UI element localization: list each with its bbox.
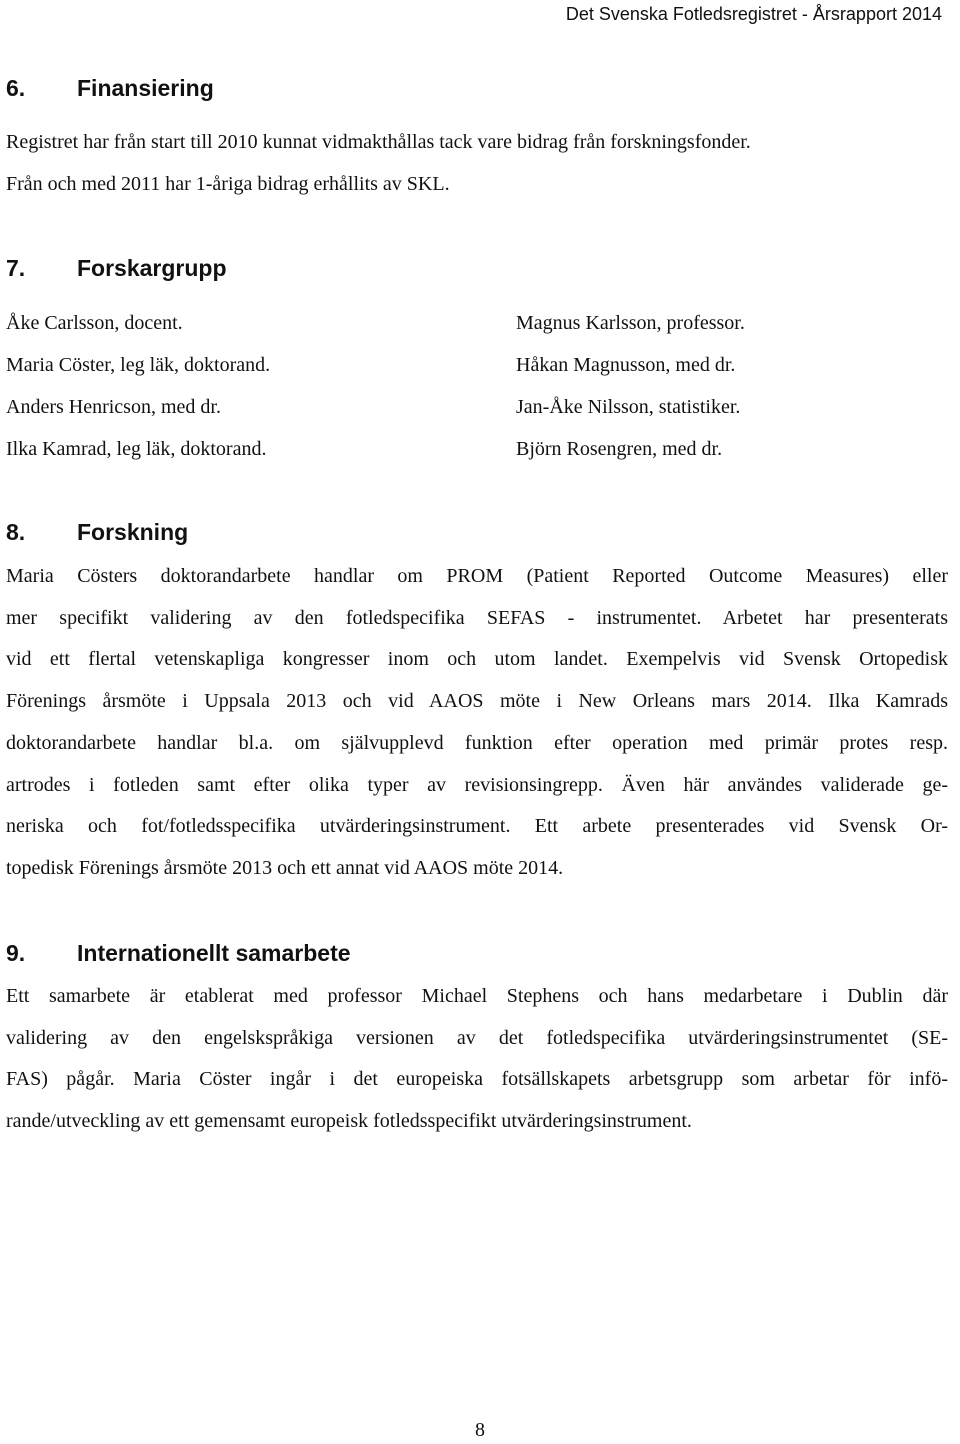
paragraph-line: validering av den engelskspråkiga versionen av det fotledspecifika utvärderingsinstrumentet (SE-	[6, 1026, 948, 1049]
paragraph-line: Från och med 2011 har 1-åriga bidrag erhållits av SKL.	[6, 173, 450, 195]
member-right: Håkan Magnusson, med dr.	[516, 354, 736, 376]
section-heading-forskargrupp	[6, 255, 227, 282]
member-left: Anders Henricson, med dr.	[6, 396, 221, 418]
member-right: Björn Rosengren, med dr.	[516, 438, 723, 460]
section-number: 8.	[6, 519, 26, 545]
section-number: 7.	[6, 255, 26, 281]
paragraph-line: mer specifikt validering av den fotledspecifika SEFAS - instrumentet. Arbetet har presenterats	[6, 606, 948, 629]
section-title: Forskning	[77, 519, 189, 545]
paragraph-line: Förenings årsmöte i Uppsala 2013 och vid AAOS möte i New Orleans mars 2014. Ilka Kamrads	[6, 690, 948, 713]
paragraph-line: rande/utveckling av ett gemensamt europeisk fotledsspecifikt utvärderingsinstrument.	[6, 1110, 692, 1133]
paragraph-line: Maria Cösters doktorandarbete handlar om PROM (Patient Reported Outcome Measures) eller	[6, 565, 948, 587]
samarbete-paragraph	[6, 976, 948, 1143]
section-title: Forskargrupp	[77, 255, 227, 281]
member-left: Maria Cöster, leg läk, doktorand.	[6, 354, 271, 376]
paragraph-line: neriska och fot/fotledsspecifika utvärderingsinstrument. Ett arbete presenterades vid Svensk Or-	[6, 815, 948, 838]
paragraph-line: FAS) pågår. Maria Cöster ingår i det europeiska fotsällskapets arbetsgrupp som arbetar för infö-	[6, 1068, 948, 1091]
member-right: Magnus Karlsson, professor.	[516, 312, 745, 334]
member-left: Ilka Kamrad, leg läk, doktorand.	[6, 438, 267, 460]
paragraph-line: doktorandarbete handlar bl.a. om självupplevd funktion efter operation med primär protes resp.	[6, 731, 948, 754]
running-header: Det Svenska Fotledsregistret - Årsrapport 2014	[565, 4, 942, 24]
member-left: Åke Carlsson, docent.	[6, 312, 183, 334]
section-number: 6.	[6, 75, 26, 101]
member-right: Jan-Åke Nilsson, statistiker.	[516, 396, 741, 418]
paragraph-line: artrodes i fotleden samt efter olika typer av revisionsingrepp. Även här användes validerade ge-	[6, 773, 948, 796]
paragraph-line: vid ett flertal vetenskapliga kongresser inom och utom landet. Exempelvis vid Svensk Ortopedisk	[6, 648, 948, 671]
page-number: 8	[475, 1419, 485, 1441]
section-number: 9.	[6, 940, 26, 966]
section-heading-finansiering	[6, 75, 214, 102]
section-heading-internationellt-samarbete	[6, 940, 351, 967]
section-title: Internationellt samarbete	[77, 940, 351, 966]
section-title: Finansiering	[77, 75, 214, 101]
paragraph-line: Registret har från start till 2010 kunnat vidmakthållas tack vare bidrag från forskningsfonder.	[6, 131, 751, 153]
paragraph-line: Ett samarbete är etablerat med professor Michael Stephens och hans medarbetare i Dublin där	[6, 985, 948, 1007]
paragraph-line: topedisk Förenings årsmöte 2013 och ett annat vid AAOS möte 2014.	[6, 856, 564, 879]
forskning-paragraph	[6, 556, 948, 890]
section-heading-forskning	[6, 519, 188, 546]
